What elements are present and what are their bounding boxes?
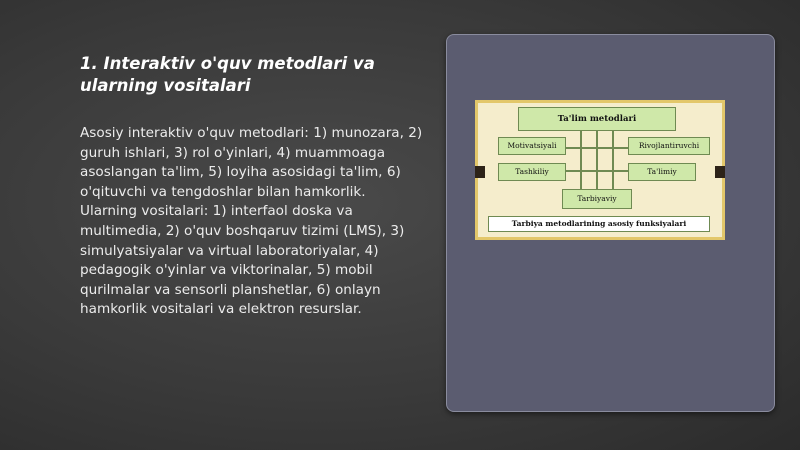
diagram-connector <box>580 130 582 192</box>
diagram-box-top: Ta'lim metodlari <box>518 107 676 131</box>
diagram-box-left-2: Tashkiliy <box>498 163 566 181</box>
slide-title: 1. Interaktiv o'quv metodlari va ularning vositalari <box>80 54 375 95</box>
diagram-box-right-2: Ta'limiy <box>628 163 696 181</box>
diagram-connector <box>558 170 630 172</box>
diagram-connector <box>612 130 614 192</box>
diagram-box-right-1: Rivojlantiruvchi <box>628 137 710 155</box>
diagram-side-tab-left <box>475 166 485 178</box>
diagram-caption: Tarbiya metodlarining asosiy funksiyalari <box>488 216 710 232</box>
diagram-box-bottom: Tarbiyaviy <box>562 189 632 209</box>
diagram-box-left-1: Motivatsiyali <box>498 137 566 155</box>
slide-body-text: Asosiy interaktiv o'quv metodlari: 1) munozara, 2) guruh ishlari, 3) rol o'yinlari, 4) muammoaga asoslangan ta'lim, 5) loyiha asosidagi ta'lim, 6) o'qituvchi va tengdoshlar bilan hamkorlik. Ularning vositalari: 1) interfaol doska va multimedia, 2) o'quv boshqaruv tizimi (LMS), 3) simulyatsiyalar va virtual laboratoriyalar, 4) pedagogik o'yinlar va viktorinalar, 5) mobil qurilmalar va sensorli planshetlar, 6) onlayn hamkorlik vositalari va elektron resurslar. <box>80 125 423 318</box>
methods-diagram <box>475 100 725 240</box>
diagram-side-tab-right <box>715 166 725 178</box>
diagram-connector <box>558 147 630 149</box>
